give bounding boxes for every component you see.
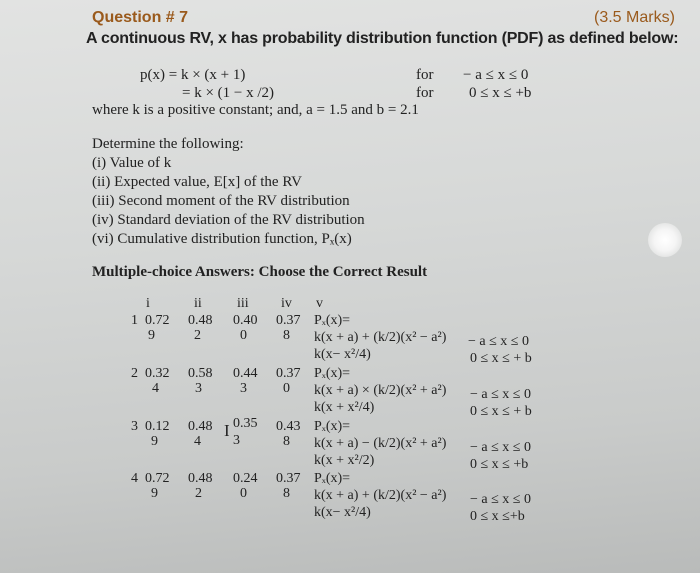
col-header-i: i	[146, 296, 150, 311]
pdf-line-2: = k × (1 − x /2)	[182, 85, 275, 101]
value-i: 0.72	[145, 313, 170, 328]
option-number: 3	[131, 419, 138, 434]
cdf-piece-2: k(x− x²/4)	[314, 505, 371, 520]
task-item: (iv) Standard deviation of the RV distribution	[92, 212, 365, 228]
pdf-line-1: p(x) = k × (x + 1)	[140, 67, 246, 83]
pdf-constants: where k is a positive constant; and, a = 1.5 and b = 2.1	[92, 102, 419, 118]
range-2: 0 ≤ x ≤ + b	[470, 404, 532, 419]
question-stem: A continuous RV, x has probability distribution function (PDF) as defined below:	[86, 30, 679, 47]
tasks-title: Determine the following:	[92, 136, 244, 152]
pdf-line-2-range: 0 ≤ x ≤ +b	[469, 85, 532, 101]
value-ii-sub: 2	[194, 328, 201, 343]
value-iv-sub: 8	[283, 486, 290, 501]
col-header-iv: iv	[281, 296, 292, 311]
range-1: − a ≤ x ≤ 0	[470, 492, 531, 507]
value-ii: 0.58	[188, 366, 213, 381]
cdf-piece-1: k(x + a) + (k/2)(x² − a²)	[314, 488, 447, 503]
range-2: 0 ≤ x ≤ + b	[470, 351, 532, 366]
value-iii: 0.44	[233, 366, 258, 381]
cdf-piece-1: k(x + a) − (k/2)(x² + a²)	[314, 436, 447, 451]
cdf-label: Pₓ(x)=	[314, 419, 351, 434]
cdf-label: Pₓ(x)=	[314, 366, 351, 381]
cdf-piece-2: k(x− x²/4)	[314, 347, 371, 362]
marks-label: (3.5 Marks)	[594, 9, 675, 26]
cdf-piece-2: k(x + x²/4)	[314, 400, 375, 415]
cdf-label: Pₓ(x)=	[314, 471, 351, 486]
task-item: (ii) Expected value, E[x] of the RV	[92, 174, 302, 190]
value-ii-sub: 3	[195, 381, 202, 396]
value-iii: 0.40	[233, 313, 258, 328]
pdf-line-2-for: for	[416, 85, 434, 101]
value-iv: 0.37	[276, 471, 301, 486]
task-item: (iii) Second moment of the RV distribution	[92, 193, 350, 209]
mc-title: Multiple-choice Answers: Choose the Correct Result	[92, 264, 428, 280]
col-header-ii: ii	[194, 296, 202, 311]
option-number: 2	[131, 366, 138, 381]
value-i: 0.12	[145, 419, 170, 434]
option-number: 1	[131, 313, 138, 328]
value-i-sub: 9	[151, 486, 158, 501]
range-2: 0 ≤ x ≤+b	[470, 509, 525, 524]
cdf-piece-2: k(x + x²/2)	[314, 453, 375, 468]
cdf-piece-1: k(x + a) × (k/2)(x² + a²)	[314, 383, 447, 398]
question-number: Question # 7	[92, 9, 189, 26]
value-ii: 0.48	[188, 471, 213, 486]
value-i: 0.32	[145, 366, 170, 381]
task-item: (vi) Cumulative distribution function, Pₓ(x)	[92, 231, 352, 247]
value-iii: 0.24	[233, 471, 258, 486]
cdf-label: Pₓ(x)=	[314, 313, 351, 328]
value-i-sub: 9	[151, 434, 158, 449]
value-ii-sub: 2	[195, 486, 202, 501]
value-i: 0.72	[145, 471, 170, 486]
col-header-iii: iii	[237, 296, 249, 311]
value-iv: 0.37	[276, 366, 301, 381]
task-item: (i) Value of k	[92, 155, 172, 171]
value-iii-sub: 3	[233, 433, 240, 448]
value-ii: 0.48	[188, 313, 213, 328]
pdf-line-1-for: for	[416, 67, 434, 83]
col-header-v: v	[316, 296, 323, 311]
option-number: 4	[131, 471, 138, 486]
value-iv-sub: 0	[283, 381, 290, 396]
value-ii-sub: 4	[194, 434, 201, 449]
range-1: − a ≤ x ≤ 0	[470, 387, 531, 402]
range-1: − a ≤ x ≤ 0	[468, 334, 529, 349]
value-iv-sub: 8	[283, 328, 290, 343]
value-iv: 0.37	[276, 313, 301, 328]
pdf-line-1-range: − a ≤ x ≤ 0	[463, 67, 529, 83]
light-glare	[648, 223, 682, 257]
cdf-piece-1: k(x + a) + (k/2)(x² − a²)	[314, 330, 447, 345]
value-i-sub: 9	[148, 328, 155, 343]
value-iii-sub: 0	[240, 328, 247, 343]
value-iii: 0.35	[233, 416, 258, 431]
value-ii: 0.48	[188, 419, 213, 434]
range-1: − a ≤ x ≤ 0	[470, 440, 531, 455]
text-cursor-icon: I	[224, 421, 230, 440]
range-2: 0 ≤ x ≤ +b	[470, 457, 529, 472]
value-i-sub: 4	[152, 381, 159, 396]
value-iv-sub: 8	[283, 434, 290, 449]
value-iii-sub: 3	[240, 381, 247, 396]
value-iii-sub: 0	[240, 486, 247, 501]
value-iv: 0.43	[276, 419, 301, 434]
